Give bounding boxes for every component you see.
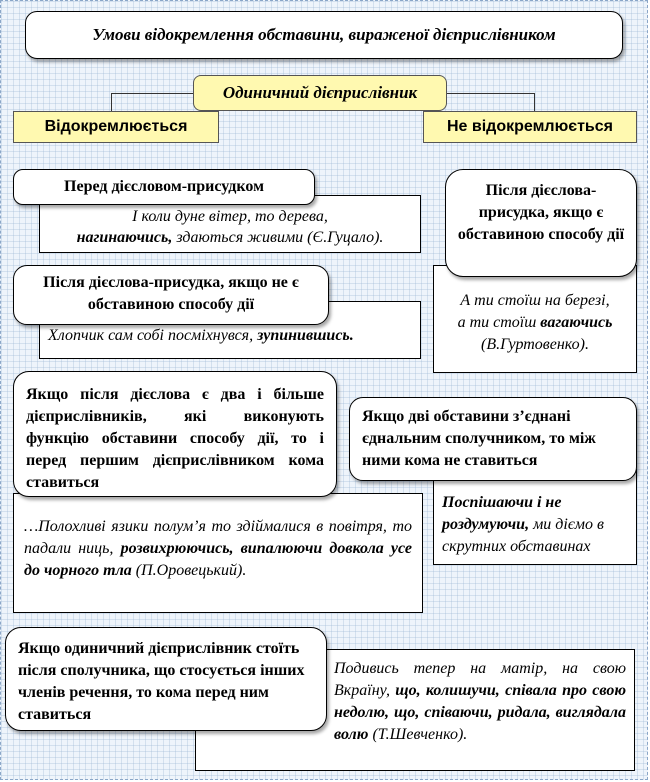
- norule1-example: [433, 265, 637, 373]
- norule2-example-text: ми діємо в скрутних обставинах: [442, 516, 604, 555]
- single-gerund-header: Одиничний дієприслівник: [193, 75, 447, 111]
- norule1-example-line2: а ти стоїш: [457, 314, 537, 331]
- rule4-example-gerunds: що, колишучи, співала про свою недолю, що, співаючи, ридала, виглядала волю: [334, 682, 627, 743]
- connector-left: [111, 93, 195, 111]
- rule3-example-gerunds: розвихрюючись, випалюючи довкола усе до чорного тла: [24, 540, 413, 579]
- norule2-label: Якщо дві обставини з’єднані єднальним сполучником, то між ними кома не ставиться: [349, 397, 637, 481]
- diagram-title: Умови відокремлення обставини, вираженої дієприслівником: [25, 11, 623, 59]
- rule4-example-line: Подивись тепер на матір, на свою Вкраїну,: [334, 660, 626, 699]
- rule3-example-tail: (П.Оровецький).: [135, 562, 247, 579]
- rule4-example-source: (Т.Шевченко).: [372, 726, 468, 743]
- norule1-example-source: (В.Гуртовенко).: [481, 336, 589, 353]
- rule3-example-text: …Полохливі язики полум’я то здіймалися в повітря, то падали ниць,: [24, 518, 412, 557]
- separated-heading: Відокремлюється: [13, 111, 219, 143]
- norule1-label: Після дієслова-присудка, якщо є обставиною способу дії: [445, 169, 637, 277]
- rule2-example-text: Хлопчик сам собі посміхнувся,: [48, 327, 254, 344]
- rule3-label: Якщо після дієслова є два і більше дієприслівників, які виконують функцію обставини способу дії, то і перед першим дієприслівником кома ставиться: [13, 371, 337, 497]
- norule2-example: [433, 469, 637, 565]
- rule4-label: Якщо одиничний дієприслівник стоїть після сполучника, що стосується інших членів речення, то кома перед ним ставиться: [5, 627, 327, 731]
- rule3-example: [13, 493, 423, 613]
- rule1-example-gerund: нагинаючись,: [76, 229, 173, 246]
- norule1-example-gerund: вагаючись: [540, 314, 613, 331]
- norule2-example-gerunds: Поспішаючи і не роздумуючи,: [442, 494, 562, 533]
- rule2-label: Після дієслова-присудка, якщо не є обставиною способу дії: [13, 265, 329, 325]
- connector-right: [445, 93, 535, 111]
- rule1-label: Перед дієсловом-присудком: [13, 169, 315, 205]
- not-separated-heading: Не відокремлюється: [423, 111, 637, 143]
- norule1-example-line1: А ти стоїш на березі,: [460, 292, 610, 309]
- rule1-example-tail: здаються живими (Є.Гуцало).: [176, 229, 384, 246]
- rule1-example-text: І коли дуне вітер, то дерева,: [132, 208, 328, 225]
- rule2-example-gerund: зупинившись.: [257, 327, 354, 344]
